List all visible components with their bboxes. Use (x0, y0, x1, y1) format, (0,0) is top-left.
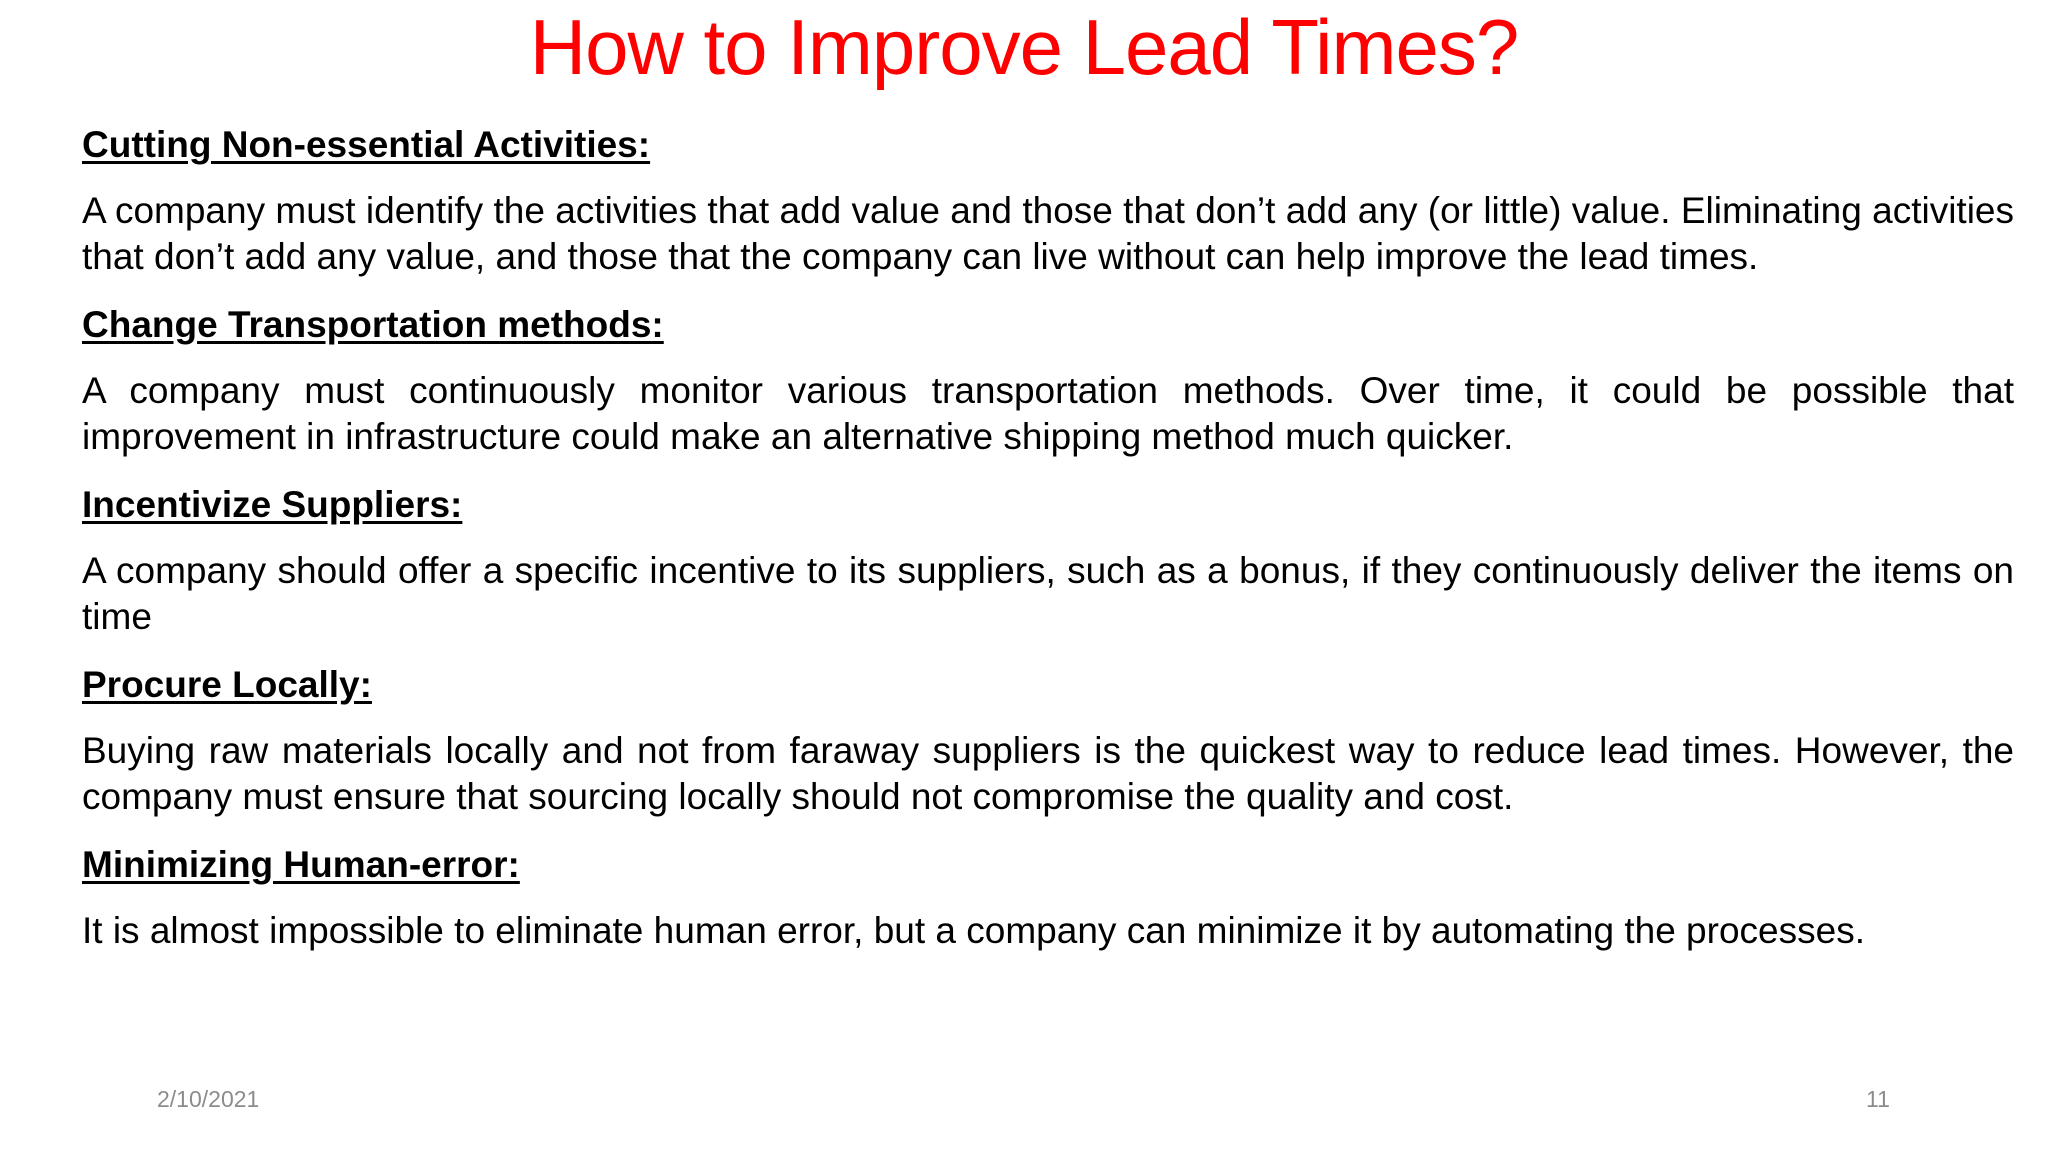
section-heading: Incentivize Suppliers: (82, 484, 463, 525)
section-body: A company must identify the activities that add value and those that don’t add any (or little) value. Eliminating activities that don’t add any value, and those that the company can live without can help improve the lead times. (82, 190, 2014, 277)
slide-content (82, 122, 2014, 954)
section-heading: Change Transportation methods: (82, 304, 664, 345)
section-cutting-non-essential-activities (82, 122, 2014, 280)
section-body: It is almost impossible to eliminate human error, but a company can minimize it by automating the processes. (82, 910, 1865, 951)
section-procure-locally (82, 662, 2014, 820)
section-body: A company must continuously monitor various transportation methods. Over time, it could be possible that improvement in infrastructure could make an alternative shipping method much quicker. (82, 370, 2014, 457)
section-incentivize-suppliers (82, 482, 2014, 640)
section-body: A company should offer a specific incentive to its suppliers, such as a bonus, if they continuously deliver the items on time (82, 550, 2014, 637)
slide-title: How to Improve Lead Times? (529, 3, 1519, 91)
section-heading: Cutting Non-essential Activities: (82, 124, 651, 165)
section-heading: Procure Locally: (82, 664, 372, 705)
section-change-transportation-methods (82, 302, 2014, 460)
section-minimizing-human-error (82, 842, 2014, 954)
section-heading: Minimizing Human-error: (82, 844, 520, 885)
footer-date: 2/10/2021 (157, 1086, 260, 1112)
footer-page-number: 11 (1866, 1086, 1890, 1112)
section-body: Buying raw materials locally and not from faraway suppliers is the quickest way to reduce lead times. However, the company must ensure that sourcing locally should not compromise the quality and cost. (82, 730, 2014, 817)
